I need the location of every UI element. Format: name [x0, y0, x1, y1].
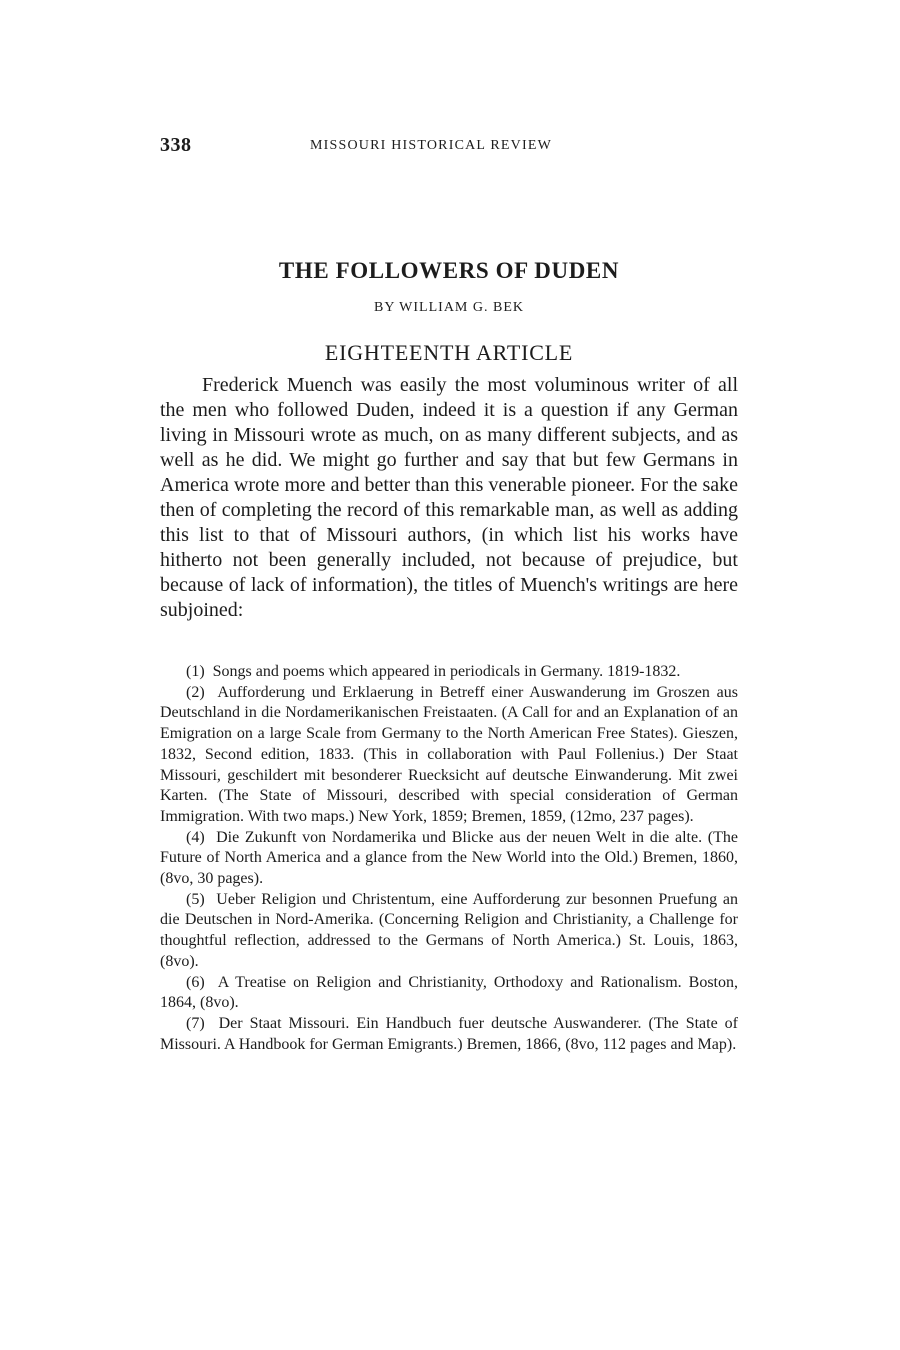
list-item-number: (2) — [186, 683, 205, 701]
list-item — [160, 683, 738, 828]
list-item-number: (4) — [186, 828, 205, 846]
list-item — [160, 828, 738, 890]
list-item — [160, 662, 738, 683]
journal-title: MISSOURI HISTORICAL REVIEW — [310, 138, 552, 153]
works-list — [160, 662, 738, 1055]
list-item-number: (6) — [186, 973, 205, 991]
article-title: THE FOLLOWERS OF DUDEN — [278, 258, 620, 283]
list-item — [160, 973, 738, 1014]
list-item-text: A Treatise on Religion and Christianity, Orthodoxy and Rationalism. Boston, 1864, (8vo). — [160, 973, 739, 1012]
list-item-text: Der Staat Missouri. Ein Handbuch fuer deutsche Auswanderer. (The State of Missouri. A Handbook for German Emigrants.) Bremen, 1866, (8vo, 112 pages and Map). — [160, 1014, 739, 1053]
byline: BY WILLIAM G. BEK — [374, 300, 524, 315]
list-item — [160, 1014, 738, 1055]
list-item-number: (1) — [186, 663, 205, 680]
list-item-text: Ueber Religion und Christentum, eine Aufforderung zur besonnen Pruefung an die Deutschen in Nord-Amerika. (Concerning Religion and Christianity, a Challenge for thoughtful reflection, addressed to the Germans of North America.) St. Louis, 1863, (8vo). — [160, 890, 739, 970]
page-number: 338 — [160, 134, 192, 156]
intro-paragraph: Frederick Muench was easily the most voluminous writer of all the men who followed Duden, indeed it is a question if any German living in Missouri wrote as much, on as many different subjects, and as well as he did. We might go further and say that but few Germans in America wrote more and better than this venerable pioneer. For the sake then of completing the record of this remarkable man, as well as adding this list to that of Missouri authors, (in which list his works have hitherto not been generally included, not because of prejudice, but because of lack of information), the titles of Muench's writings are here subjoined: — [160, 374, 738, 621]
list-item-number: (5) — [186, 890, 205, 908]
list-item — [160, 890, 738, 973]
running-head — [160, 134, 738, 158]
list-item-number: (7) — [186, 1014, 205, 1032]
list-item-text: Aufforderung und Erklaerung in Betreff einer Auswanderung im Groszen aus Deutschland in die Nordamerikanischen Freistaaten. (A Call for and an Explanation of an Emigration on a large Scale from Germany to the North American Free States). Gieszen, 1832, Second edition, 1833. (This in collaboration with Paul Follenius.) Der Staat Missouri, geschildert mit besonderer Ruecksicht auf deutsche Einwanderung. Mit zwei Karten. (The State of Missouri, described with special consideration of German Immigration. With two maps.) New York, 1859; Bremen, 1859, (12mo, 237 pages). — [160, 683, 738, 825]
list-item-text: Songs and poems which appeared in periodicals in Germany. 1819-1832. — [212, 663, 681, 680]
list-item-text: Die Zukunft von Nordamerika und Blicke aus der neuen Welt in die alte. (The Future of North America and a glance from the New World into the Old.) Bremen, 1860, (8vo, 30 pages). — [160, 828, 739, 888]
section-heading: EIGHTEENTH ARTICLE — [324, 340, 574, 365]
